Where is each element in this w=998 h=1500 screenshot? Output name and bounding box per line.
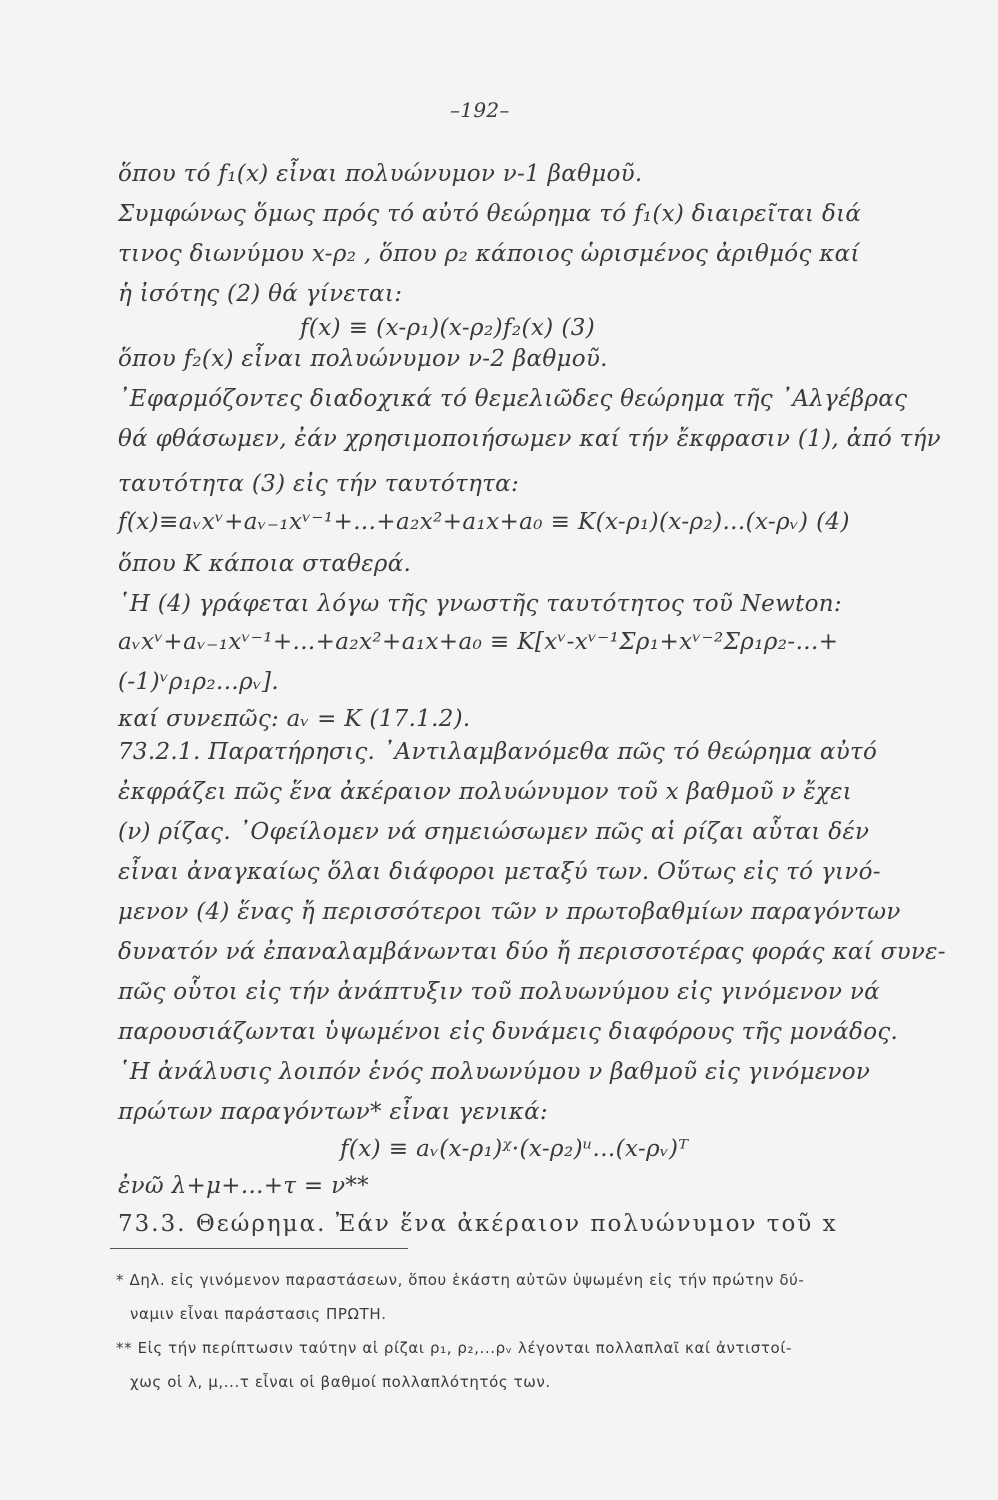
page-number: –192– (450, 98, 510, 122)
text-line-11: ὅπου K κάποια σταθερά. (118, 551, 412, 577)
text-line-12: ῾Η (4) γράφεται λόγω τῆς γνωστῆς ταυτότητος τοῦ Newton: (118, 591, 842, 617)
text-line-2: Συμφώνως ὅμως πρός τό αὐτό θεώρημα τό f₁(x) διαιρεῖται διά (118, 201, 862, 227)
text-line-22: πῶς οὗτοι εἰς τήν ἀνάπτυξιν τοῦ πολυωνύμου εἰς γινόμενον νά (118, 979, 880, 1005)
text-line-18: (ν) ρίζας. ᾿Οφείλομεν νά σημειώσωμεν πῶς αἱ ρίζαι αὗται δέν (118, 819, 870, 845)
text-line-4: ἡ ἰσότης (2) θά γίνεται: (118, 281, 403, 307)
text-line-19: εἶναι ἀναγκαίως ὅλαι διάφοροι μεταξύ των. Οὕτως εἰς τό γινό- (118, 859, 881, 885)
equation-newton: aᵥxᵛ+aᵥ₋₁xᵛ⁻¹+...+a₂x²+a₁x+a₀ ≡ K[xᵛ-xᵛ⁻¹Σρ₁+xᵛ⁻²Σρ₁ρ₂-...+ (118, 629, 839, 655)
equation-factorization: f(x) ≡ aᵥ(x-ρ₁)ᵡ·(x-ρ₂)ᵘ...(x-ρᵥ)ᵀ (340, 1136, 689, 1162)
section-73-3: 73.3. Θεώρημα. Ἐάν ἕνα ἀκέραιον πολυώνυμον τοῦ x (118, 1211, 838, 1237)
equation-newton-cont: (-1)ᵛρ₁ρ₂...ρᵥ]. (118, 669, 280, 695)
text-line-9: ταυτότητα (3) εἰς τήν ταυτότητα: (118, 471, 520, 497)
equation-3: f(x) ≡ (x-ρ₁)(x-ρ₂)f₂(x) (3) (300, 315, 596, 341)
text-line-25: πρώτων παραγόντων* εἶναι γενικά: (118, 1099, 548, 1125)
text-line-8: θά φθάσωμεν, ἐάν χρησιμοποιήσωμεν καί τήν ἔκφρασιν (1), ἀπό τήν (118, 426, 941, 452)
footnote-1-cont: ναμιν εἶναι παράστασις ΠΡΩΤΗ. (130, 1305, 387, 1323)
text-line-20: μενον (4) ἕνας ἤ περισσότεροι τῶν ν πρωτοβαθμίων παραγόντων (118, 899, 901, 925)
text-line-1: ὅπου τό f₁(x) εἶναι πολυώνυμον ν-1 βαθμοῦ. (118, 161, 643, 187)
section-73-2-1: 73.2.1. Παρατήρησις. ᾿Αντιλαμβανόμεθα πῶς τό θεώρημα αὐτό (118, 739, 878, 765)
text-line-21: δυνατόν νά ἐπαναλαμβάνωνται δύο ἤ περισσοτέρας φοράς καί συνε- (118, 939, 946, 965)
text-line-15: καί συνεπῶς: aᵥ = K (17.1.2). (118, 706, 471, 732)
footnote-2: ** Εἰς τήν περίπτωσιν ταύτην αἱ ρίζαι ρ₁, ρ₂,...ρᵥ λέγονται πολλαπλαῖ καί ἀντιστοί- (116, 1339, 793, 1357)
text-line-7: ᾿Εφαρμόζοντες διαδοχικά τό θεμελιῶδες θεώρημα τῆς ᾿Αλγέβρας (118, 386, 908, 412)
text-line-3: τινος διωνύμου x-ρ₂ , ὅπου ρ₂ κάποιος ὡρισμένος ἀριθμός καί (118, 241, 860, 267)
footnote-divider (110, 1248, 408, 1249)
text-line-23: παρουσιάζωνται ὑψωμένοι εἰς δυνάμεις διαφόρους τῆς μονάδος. (118, 1019, 899, 1045)
text-line-17: ἐκφράζει πῶς ἕνα ἀκέραιον πολυώνυμον τοῦ x βαθμοῦ ν ἔχει (118, 779, 853, 805)
footnote-1: * Δηλ. εἰς γινόμενον παραστάσεων, ὅπου ἑκάστη αὐτῶν ὑψωμένη εἰς τήν πρώτην δύ- (116, 1271, 805, 1289)
text-line-27: ἐνῶ λ+μ+...+τ = ν** (118, 1173, 369, 1199)
text-line-6: ὅπου f₂(x) εἶναι πολυώνυμον ν-2 βαθμοῦ. (118, 346, 608, 372)
text-line-24: ῾Η ἀνάλυσις λοιπόν ἑνός πολυωνύμου ν βαθμοῦ εἰς γινόμενον (118, 1059, 871, 1085)
footnote-2-cont: χως οἱ λ, μ,...τ εἶναι οἱ βαθμοί πολλαπλότητός των. (130, 1373, 551, 1391)
equation-4: f(x)≡aᵥxᵛ+aᵥ₋₁xᵛ⁻¹+...+a₂x²+a₁x+a₀ ≡ K(x-ρ₁)(x-ρ₂)...(x-ρᵥ) (4) (118, 509, 850, 535)
